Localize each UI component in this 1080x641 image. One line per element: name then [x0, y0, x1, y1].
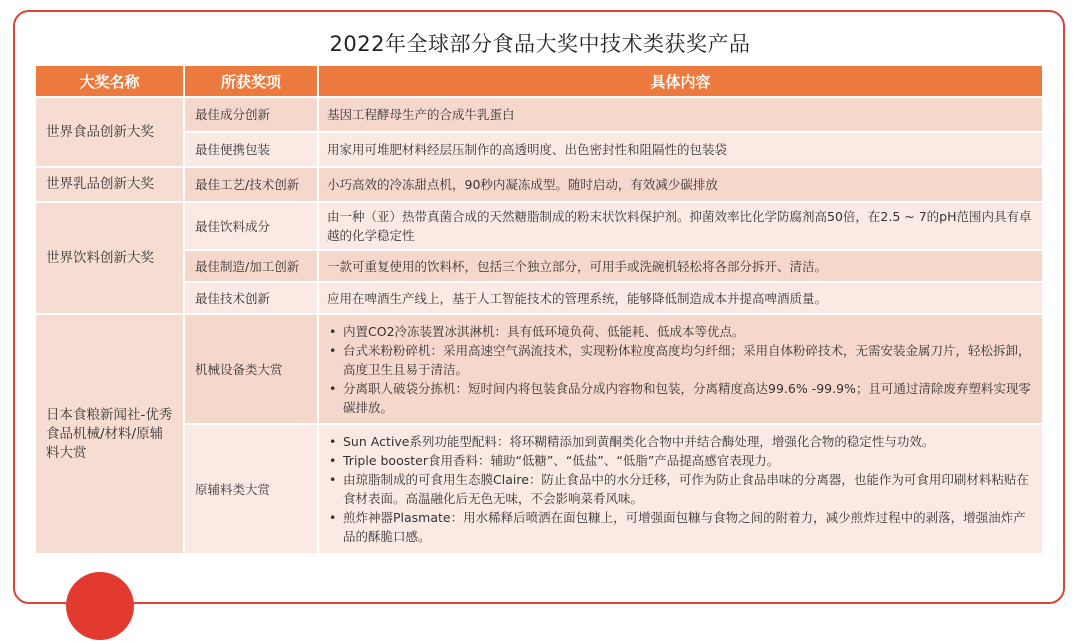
table-header-row — [36, 66, 1042, 96]
prize-cell: 原辅料类大赏 — [185, 425, 319, 553]
table-row — [36, 168, 1042, 201]
prize-cell: 最佳技术创新 — [185, 283, 319, 313]
brand-logo — [66, 572, 134, 640]
table-row — [36, 203, 1042, 249]
prize-cell: 机械设备类大赏 — [185, 315, 319, 423]
header-award-name: 大奖名称 — [36, 66, 185, 96]
list-item: • 煎炸神器Plasmate：用水稀释后喷洒在面包糠上，可增强面包糠与食物之间的附着力，减少煎炸过程中的剥落，增强油炸产品的酥脆口感。 — [327, 508, 1034, 546]
content-cell: 用家用可堆肥材料经层压制作的高透明度、出色密封性和阻隔性的包装袋 — [319, 133, 1042, 166]
header-content: 具体内容 — [319, 66, 1042, 96]
page-title: 2022年全球部分食品大奖中技术类获奖产品 — [329, 32, 751, 56]
list-item: • 台式米粉粉碎机：采用高速空气涡流技术，实现粉体粒度高度均匀纤细；采用自体粉碎技术，无需安装金属刀片，轻松拆卸，高度卫生且易于清洁。 — [327, 341, 1034, 379]
prize-cell: 最佳便携包装 — [185, 133, 319, 166]
bullet-list — [327, 432, 1034, 546]
content-cell — [319, 425, 1042, 553]
prize-cell: 最佳饮料成分 — [185, 203, 319, 249]
header-prize: 所获奖项 — [185, 66, 319, 96]
content-cell: 由一种（亚）热带真菌合成的天然糖脂制成的粉末状饮料保护剂。抑菌效率比化学防腐剂高50倍，在2.5 ~ 7的pH范围内具有卓越的化学稳定性 — [319, 203, 1042, 249]
content-cell — [319, 315, 1042, 423]
content-cell: 基因工程酵母生产的合成牛乳蛋白 — [319, 98, 1042, 131]
table-row — [36, 283, 1042, 313]
table-row — [36, 98, 1042, 131]
list-item: • 分离职人破袋分拣机：短时间内将包装食品分成内容物和包装，分离精度高达99.6% -99.9%；且可通过清除废弃塑料实现零碳排放。 — [327, 379, 1034, 417]
content-cell: 应用在啤酒生产线上，基于人工智能技术的管理系统，能够降低制造成本并提高啤酒质量。 — [319, 283, 1042, 313]
award-name-cell: 世界乳品创新大奖 — [36, 168, 185, 201]
list-item: • Triple booster食用香料：辅助“低糖”、“低盐”、“低脂”产品提高感官表现力。 — [327, 451, 1034, 470]
prize-cell: 最佳成分创新 — [185, 98, 319, 131]
prize-cell: 最佳工艺/技术创新 — [185, 168, 319, 201]
table-row — [36, 315, 1042, 423]
content-cell: 一款可重复使用的饮料杯，包括三个独立部分，可用手或洗碗机轻松将各部分拆开、清洁。 — [319, 251, 1042, 281]
award-name-cell: 日本食粮新闻社-优秀食品机械/材料/原辅料大赏 — [36, 315, 185, 553]
list-item: • 由琼脂制成的可食用生态膜Claire：防止食品中的水分迁移，可作为防止食品串味的分离器，也能作为可食用印刷材料粘贴在食材表面。高温融化后无色无味，不会影响菜肴风味。 — [327, 470, 1034, 508]
list-item: • Sun Active系列功能型配料：将环糊精添加到黄酮类化合物中并结合酶处理，增强化合物的稳定性与功效。 — [327, 432, 1034, 451]
list-item: • 内置CO2冷冻装置冰淇淋机：具有低环境负荷、低能耗、低成本等优点。 — [327, 322, 1034, 341]
bullet-list — [327, 322, 1034, 417]
table-row — [36, 251, 1042, 281]
award-name-cell: 世界食品创新大奖 — [36, 98, 185, 166]
content-cell: 小巧高效的冷冻甜点机，90秒内凝冻成型。随时启动，有效减少碳排放 — [319, 168, 1042, 201]
awards-table — [36, 64, 1042, 555]
prize-cell: 最佳制造/加工创新 — [185, 251, 319, 281]
table-row — [36, 133, 1042, 166]
award-name-cell: 世界饮料创新大奖 — [36, 203, 185, 313]
table-row — [36, 425, 1042, 553]
